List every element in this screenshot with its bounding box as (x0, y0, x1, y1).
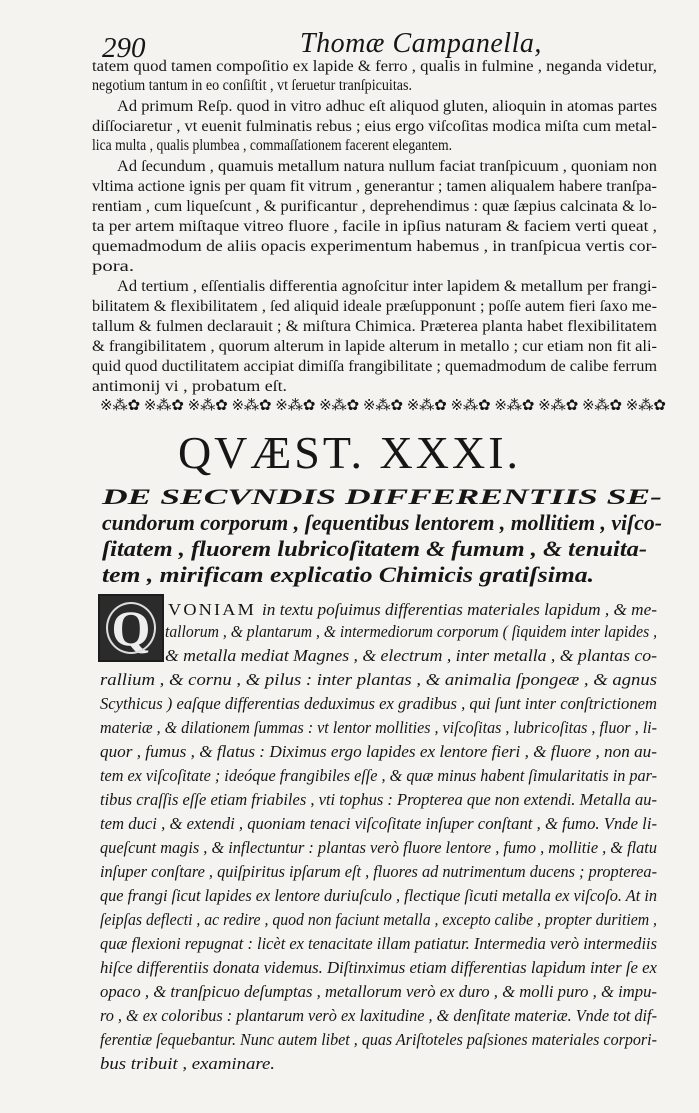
text-line: ro , & ex coloribus : plantarum verò ex laxitudine , & denſitate materiæ. Vnde tot dif- (100, 1006, 657, 1025)
text-line: ſeipſas deflecti , ac redire , quod non faciunt metalla , excepto calibe , propter duritiem , (100, 910, 657, 929)
quaestio-title: QVÆST. XXXI. (177, 427, 522, 478)
floral-frame-icon (106, 602, 156, 654)
subtitle-line: tem , mirificam explicatio Chimicis gratiſsima. (102, 562, 594, 587)
text-line: materiæ , & dilationem ſummas : vt lentor mollities , viſcoſitas , lubricoſitas , fluor , li- (100, 718, 657, 737)
running-title: Thomæ Campanella, (300, 28, 542, 59)
ornament-glyph: ※⁂✿ (100, 397, 141, 414)
text-line: negotium tantum in eo conſiſtit , vt ſeruetur tranſpicuitas. (92, 77, 412, 94)
text-line: Scythicus ) eaſque differentias deduximus ex gradibus , qui ſunt inter conſtrictionem (100, 694, 657, 713)
text-line: opaco , & tranſpicuo deſumptas , metallorum verò ex duro , & molli puro , & impu- (100, 982, 657, 1001)
text-line: tibus craſſis eſſe etiam friabiles , vti tophus : Propterea que non extendi. Metalla au- (100, 790, 657, 809)
text-line: ta per artem miſtaque vitreo fluore , facile in ipſius naturam & faciem verti queat , (92, 218, 657, 235)
text-line: que frangi ſicut lapides ex lentore duriuſculo , flectique ſicuti metalla ex viſcoſo. At in (100, 886, 657, 905)
text-line: Ad tertium , eſſentialis differentia agnoſcitur inter lapidem & metallum per frangi- (117, 278, 657, 295)
text-line: bus tribuit , examinare. (100, 1054, 275, 1073)
subtitle-line: cundorum corporum , ſequentibus lentorem , mollitiem , viſco- (102, 510, 662, 535)
text-line: tem duci , & extendi , quoniam tenaci viſcoſitate inſuper conſtant , & fumo. Vnde li- (100, 814, 657, 833)
text-line: hiſce differentiis donata videmus. Diſtinximus etiam differentias lapidum inter ſe ex (100, 958, 657, 977)
text-line: antimonij vi , probatum eſt. (92, 378, 287, 395)
ornament-glyph: ※⁂✿ (319, 397, 360, 414)
text-line: quor , fumus , & flatus : Diximus ergo lapides ex lentore fieri , & fluore , non au- (100, 742, 657, 761)
subtitle-line: ſitatem , fluorem lubricoſitatem & fumum , & tenuita- (102, 536, 647, 561)
text-line: quemadmodum de aliis opacis experimentum habemus , in tranſpicua vertis cor- (92, 238, 657, 255)
ornament-glyph: ※⁂✿ (406, 397, 447, 414)
text-line: Ad ſecundum , quamuis metallum natura nullum faciat tranſpicuum , quoniam non (117, 158, 657, 175)
text-line: tallorum , & plantarum , & intermediorum corporum ( ſiquidem inter lapides , (165, 622, 657, 641)
ornament-glyph: ※⁂✿ (625, 397, 666, 414)
text-line: rallium , & cornu , & pilus : inter plantas , & animalia ſpongeæ , & agnus (100, 670, 657, 689)
ornament-glyph: ※⁂✿ (494, 397, 535, 414)
ornament-glyph: ※⁂✿ (275, 397, 316, 414)
text-line: inſuper conſtare , quiſpiritus ipſarum eſt , fluores ad nutrimentum ducens ; propterea- (100, 862, 657, 881)
text-line: pora. (92, 258, 134, 275)
ornamental-divider (100, 391, 666, 419)
text-line: in textu poſuimus differentias materiales lapidum , & me- (262, 600, 657, 619)
ornament-glyph: ※⁂✿ (143, 397, 184, 414)
first-word: VONIAM (168, 600, 256, 619)
ornament-glyph: ※⁂✿ (581, 397, 623, 414)
text-line: diſſociaretur , vt euenit fulminatis rebus ; eius ergo viſcoſitas modica miſta cum metal- (92, 118, 657, 135)
drop-cap: Q (98, 594, 164, 662)
text-line: vltima actione ignis per quam fit vitrum , generantur ; tamen aliqualem habere tranſpa- (92, 178, 657, 195)
text-line: & frangibilitatem , quorum alterum in lapide alterum in metallo ; cur etiam non fit ali- (92, 338, 657, 355)
text-line: queſcunt magis , & inflectuntur : plantas verò fluore lentore , fumo , mollitie , & flatu (100, 838, 657, 857)
ornament-glyph: ※⁂✿ (450, 397, 491, 414)
text-line: quæ flexioni repugnat : licèt ex tenacitate illam patiatur. Intermedia verò intermediis (100, 934, 657, 953)
text-line: ferentiæ ſequebantur. Nunc autem libet , quas Ariſtoteles paſsiones materiales corpori- (100, 1030, 657, 1049)
text-line: tatem quod tamen compoſitio ex lapide & ferro , qualis in fulmine , neganda videtur, (92, 58, 657, 75)
text-line: rentiam , cum liqueſcunt , & purificantur , deprehendimus : quæ ſæpius calcinata & lo- (92, 198, 657, 215)
text-line: lica multa , qualis plumbea , commaſſationem facerent elegantem. (92, 137, 452, 154)
subtitle-line: DE SECVNDIS DIFFERENTIIS SE- (102, 484, 662, 509)
text-line: tem ex viſcoſitate ; ideóque frangibiles eſſe , & quæ minus habent ſimularitatis in par- (100, 766, 657, 785)
ornament-glyph: ※⁂✿ (538, 397, 579, 414)
page-number: 290 (102, 32, 146, 64)
text-line: quid quod ductilitatem accipiat dimiſſa frangibilitate ; quemadmodum de calibe ferrum (92, 358, 657, 375)
text-line: bilitatem & flexibilitatem , ſed aliquid ideale præſupponunt ; poſſe autem fieri ſaxo me- (92, 298, 657, 315)
text-line: tallum & fulmen declarauit ; & miſtura Chimica. Præterea planta habet flexibilitatem (92, 318, 657, 335)
text-line: & metalla mediat Magnes , & electrum , inter metalla , & plantas co- (165, 646, 657, 665)
text-line: Ad primum Reſp. quod in vitro adhuc eſt aliquod gluten, alioquin in atomas partes (117, 98, 657, 115)
ornament-glyph: ※⁂✿ (231, 397, 272, 414)
ornament-glyph: ※⁂✿ (187, 397, 228, 414)
ornament-glyph: ※⁂✿ (362, 397, 404, 414)
